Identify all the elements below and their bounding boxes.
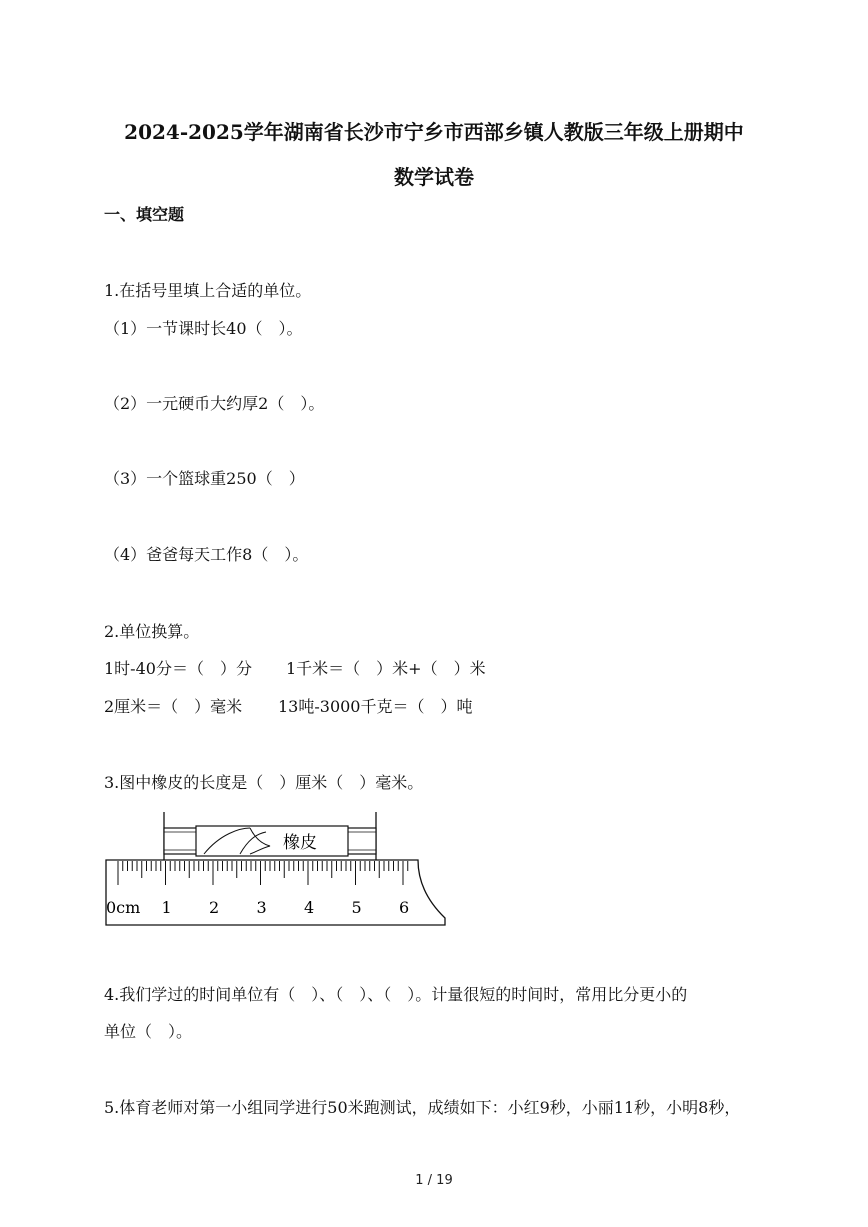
eraser-sleeve	[196, 826, 348, 856]
question-2-row1-a: 1时-40分＝（ ）分	[104, 659, 252, 678]
document-title-line1: 2024-2025学年湖南省长沙市宁乡市西部乡镇人教版三年级上册期中	[124, 120, 744, 144]
ruler-eraser-figure	[100, 810, 450, 932]
question-3-stem: 3.图中橡皮的长度是（ ）厘米（ ）毫米。	[104, 773, 424, 792]
ruler-tick-label: 3	[256, 898, 267, 917]
question-4-line2: 单位（ ）。	[104, 1022, 193, 1041]
question-2-row1-b: 1千米＝（ ）米+（ ）米	[286, 659, 486, 678]
eraser-label: 橡皮	[283, 833, 317, 853]
question-2-row2-a: 2厘米＝（ ）毫米	[104, 697, 243, 716]
ruler-tick-label: 1	[161, 898, 172, 917]
ruler-tick-label: 5	[351, 898, 362, 917]
ruler-tick-label: 6	[399, 898, 410, 917]
document-title-line2: 数学试卷	[394, 165, 474, 189]
ruler-tick-label: 0cm	[106, 898, 141, 917]
question-1-item-4: （4）爸爸每天工作8（ ）。	[104, 545, 309, 564]
question-2-row2-b: 13吨-3000千克＝（ ）吨	[278, 697, 473, 716]
question-2-stem: 2.单位换算。	[104, 622, 200, 641]
question-1-item-2: （2）一元硬币大约厚2（ ）。	[104, 394, 325, 413]
section-heading: 一、填空题	[104, 205, 185, 224]
question-1-item-3: （3）一个篮球重250（ ）	[104, 469, 305, 488]
question-4-line1: 4.我们学过的时间单位有（ ）、（ ）、（ ）。计量很短的时间时，常用比分更小的	[104, 985, 688, 1004]
ruler-tick-label: 4	[304, 898, 315, 917]
ruler-illustration	[100, 810, 450, 932]
question-1-stem: 1.在括号里填上合适的单位。	[104, 281, 312, 300]
page-number: 1 / 19	[415, 1173, 453, 1188]
ruler-tick-label: 2	[209, 898, 220, 917]
question-5-line1: 5.体育老师对第一小组同学进行50米跑测试，成绩如下：小红9秒，小丽11秒，小明8秒，	[104, 1098, 741, 1117]
ruler-body	[106, 860, 445, 925]
question-1-item-1: （1）一节课时长40（ ）。	[104, 319, 303, 338]
